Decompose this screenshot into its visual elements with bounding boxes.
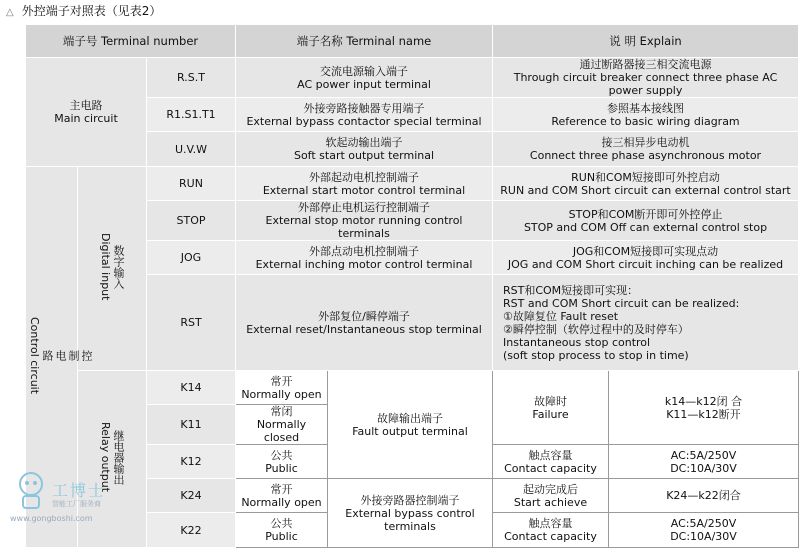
fault-output-cell: 故障输出端子 Fault output terminal (328, 371, 493, 479)
relay-label-cell: 起动完成后 Start achieve (493, 479, 609, 513)
terminal-cell: JOG (147, 241, 236, 275)
table-row (26, 58, 799, 98)
explain-cell: RUN和COM短接即可外控启动 RUN and COM Short circuit can external control start (493, 167, 799, 201)
explain-cell: 接三相异步电动机 Connect three phase asynchronous motor (493, 132, 799, 167)
group-digital-input: 数字输入 Digital input (78, 167, 147, 371)
table-row (26, 371, 799, 405)
caption-text: 外控端子对照表（见表2） (21, 4, 162, 18)
terminal-cell: K24 (147, 479, 236, 513)
relay-label-cell: 触点容量 Contact capacity (493, 513, 609, 548)
terminal-cell: K11 (147, 405, 236, 445)
watermark-brand: 工博士 (52, 481, 107, 500)
terminal-cell: RUN (147, 167, 236, 201)
name-cell: 外部停止电机运行控制端子 External stop motor running control terminals (236, 201, 493, 241)
watermark-tagline: 智能工厂服务商 (52, 500, 101, 508)
state-cell: 常闭 Normally closed (236, 405, 328, 445)
table-caption (6, 2, 161, 20)
watermark-logo (8, 470, 158, 530)
relay-value-cell: AC:5A/250V DC:10A/30V (609, 445, 799, 479)
name-cell: 外部复位/瞬停端子 External reset/Instantaneous stop terminal (236, 275, 493, 371)
name-cell: 外接旁路接触器专用端子 External bypass contactor special terminal (236, 98, 493, 132)
terminal-cell: K22 (147, 513, 236, 548)
terminal-cell: U.V.W (147, 132, 236, 167)
group-main-en: Main circuit (54, 112, 118, 125)
watermark-url: www.gongboshi.com (10, 514, 93, 523)
terminal-cell: R.S.T (147, 58, 236, 98)
explain-cell: 通过断路器接三相交流电源 Through circuit breaker connect three phase AC power supply (493, 58, 799, 98)
table-row (26, 167, 799, 201)
explain-cell: RST和COM短接即可实现： RST and COM Short circuit can be realized: ①故障复位 Fault reset ②瞬停控制（软停过程中的及时停车） Instantaneous stop control (soft stop process to stop in time) (493, 275, 799, 371)
group-relay-output: 继电器输出 Relay output (78, 371, 147, 548)
group-main-circuit (26, 58, 147, 167)
header-row (26, 25, 799, 58)
group-main-zh: 主电路 (69, 99, 103, 112)
explain-cell: STOP和COM断开即可外控停止 STOP and COM Off can external control stop (493, 201, 799, 241)
relay-value-cell: AC:5A/250V DC:10A/30V (609, 513, 799, 548)
relay-value-cell: k14—k12闭 合 K11—k12断开 (609, 371, 799, 445)
triangle-icon: △ (6, 7, 14, 18)
explain-cell: JOG和COM短接即可实现点动 JOG and COM Short circuit inching can be realized (493, 241, 799, 275)
relay-label-cell: 触点容量 Contact capacity (493, 445, 609, 479)
state-cell: 常开 Normally open (236, 371, 328, 405)
name-cell: 软起动输出端子 Soft start output terminal (236, 132, 493, 167)
header-terminal-name: 端子名称 Terminal name (236, 25, 493, 58)
control-circuit-label: 控 制 电 路 Control circuit (28, 316, 93, 395)
name-cell: 外部起动电机控制端子 External start motor control terminal (236, 167, 493, 201)
terminal-cell: STOP (147, 201, 236, 241)
terminal-table-wrapper (25, 24, 798, 543)
name-cell: 交流电源输入端子 AC power input terminal (236, 58, 493, 98)
bypass-control-cell: 外接旁路器控制端子 External bypass control terminals (328, 479, 493, 548)
header-terminal-number: 端子号 Terminal number (26, 25, 236, 58)
state-cell: 常开 Normally open (236, 479, 328, 513)
robot-mascot-icon (12, 470, 50, 510)
name-cell: 外部点动电机控制端子 External inching motor control terminal (236, 241, 493, 275)
state-cell: 公共 Public (236, 445, 328, 479)
relay-value-cell: K24—k22闭合 (609, 479, 799, 513)
relay-label-cell: 故障时 Failure (493, 371, 609, 445)
state-cell: 公共 Public (236, 513, 328, 548)
terminal-cell: RST (147, 275, 236, 371)
terminal-cell: R1.S1.T1 (147, 98, 236, 132)
terminal-cell: K12 (147, 445, 236, 479)
header-explain: 说 明 Explain (493, 25, 799, 58)
explain-cell: 参照基本接线图 Reference to basic wiring diagram (493, 98, 799, 132)
terminal-cell: K14 (147, 371, 236, 405)
